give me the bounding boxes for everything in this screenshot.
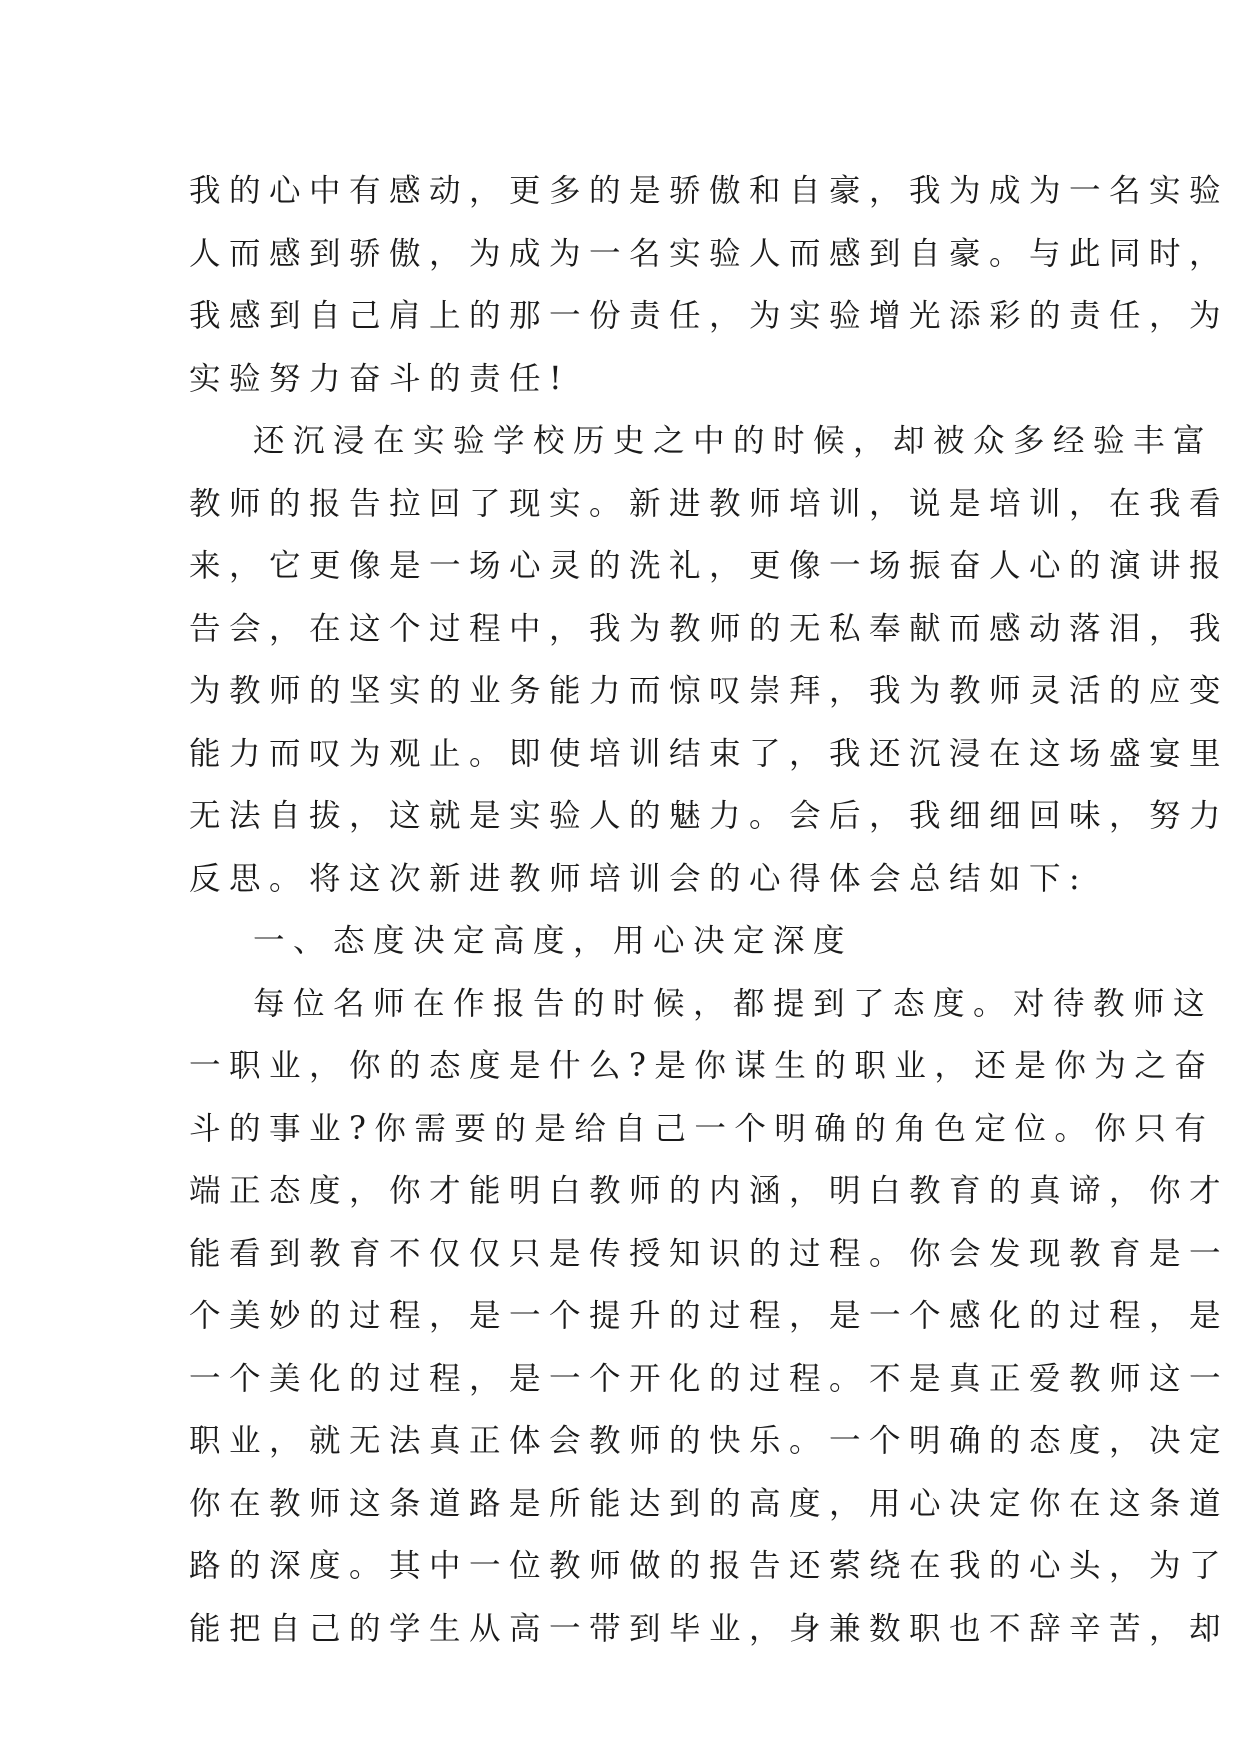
text-line: 端正态度，你才能明白教师的内涵，明白教育的真谛，你才 [189, 1173, 1230, 1209]
text-line: 能看到教育不仅仅只是传授知识的过程。你会发现教育是一 [189, 1235, 1230, 1272]
text-line: 能力而叹为观止。即使培训结束了，我还沉浸在这场盛宴里 [189, 735, 1230, 772]
text-line: 我感到自己肩上的那一份责任，为实验增光添彩的责任，为 [189, 298, 1230, 334]
text-line: 反思。将这次新进教师培训会的心得体会总结如下: [189, 860, 1089, 897]
text-line: 无法自拔，这就是实验人的魅力。会后，我细细回味，努力 [189, 798, 1230, 834]
text-line: 人而感到骄傲，为成为一名实验人而感到自豪。与此同时， [189, 235, 1230, 272]
text-line: 为教师的坚实的业务能力而惊叹崇拜，我为教师灵活的应变 [189, 673, 1230, 709]
text-line: 个美妙的过程，是一个提升的过程，是一个感化的过程，是 [189, 1298, 1230, 1334]
text-line: 告会，在这个过程中，我为教师的无私奉献而感动落泪，我 [189, 610, 1230, 647]
text-line: 职业，就无法真正体会教师的快乐。一个明确的态度，决定 [189, 1423, 1230, 1459]
paragraph-start-line: 还沉浸在实验学校历史之中的时候，却被众多经验丰富 [253, 423, 1214, 459]
text-line: 一个美化的过程，是一个开化的过程。不是真正爱教师这一 [189, 1360, 1230, 1397]
text-line: 教师的报告拉回了现实。新进教师培训，说是培训，在我看 [189, 485, 1230, 522]
paragraph-start-line: 每位名师在作报告的时候，都提到了态度。对待教师这 [253, 985, 1214, 1022]
text-line: 我的心中有感动，更多的是骄傲和自豪，我为成为一名实验 [189, 173, 1230, 209]
text-line: 能把自己的学生从高一带到毕业，身兼数职也不辞辛苦，却 [189, 1610, 1230, 1647]
text-line: 来，它更像是一场心灵的洗礼，更像一场振奋人心的演讲报 [189, 548, 1230, 584]
text-line: 你在教师这条道路是所能达到的高度，用心决定你在这条道 [189, 1485, 1230, 1522]
text-line: 斗的事业?你需要的是给自己一个明确的角色定位。你只有 [189, 1110, 1215, 1147]
document-body [189, 160, 1230, 1660]
text-line: 一职业，你的态度是什么?是你谋生的职业，还是你为之奋 [189, 1048, 1215, 1084]
text-line: 路的深度。其中一位教师做的报告还萦绕在我的心头，为了 [189, 1548, 1230, 1584]
section-heading: 一、态度决定高度，用心决定深度 [253, 923, 854, 959]
text-line: 实验努力奋斗的责任! [189, 360, 571, 397]
